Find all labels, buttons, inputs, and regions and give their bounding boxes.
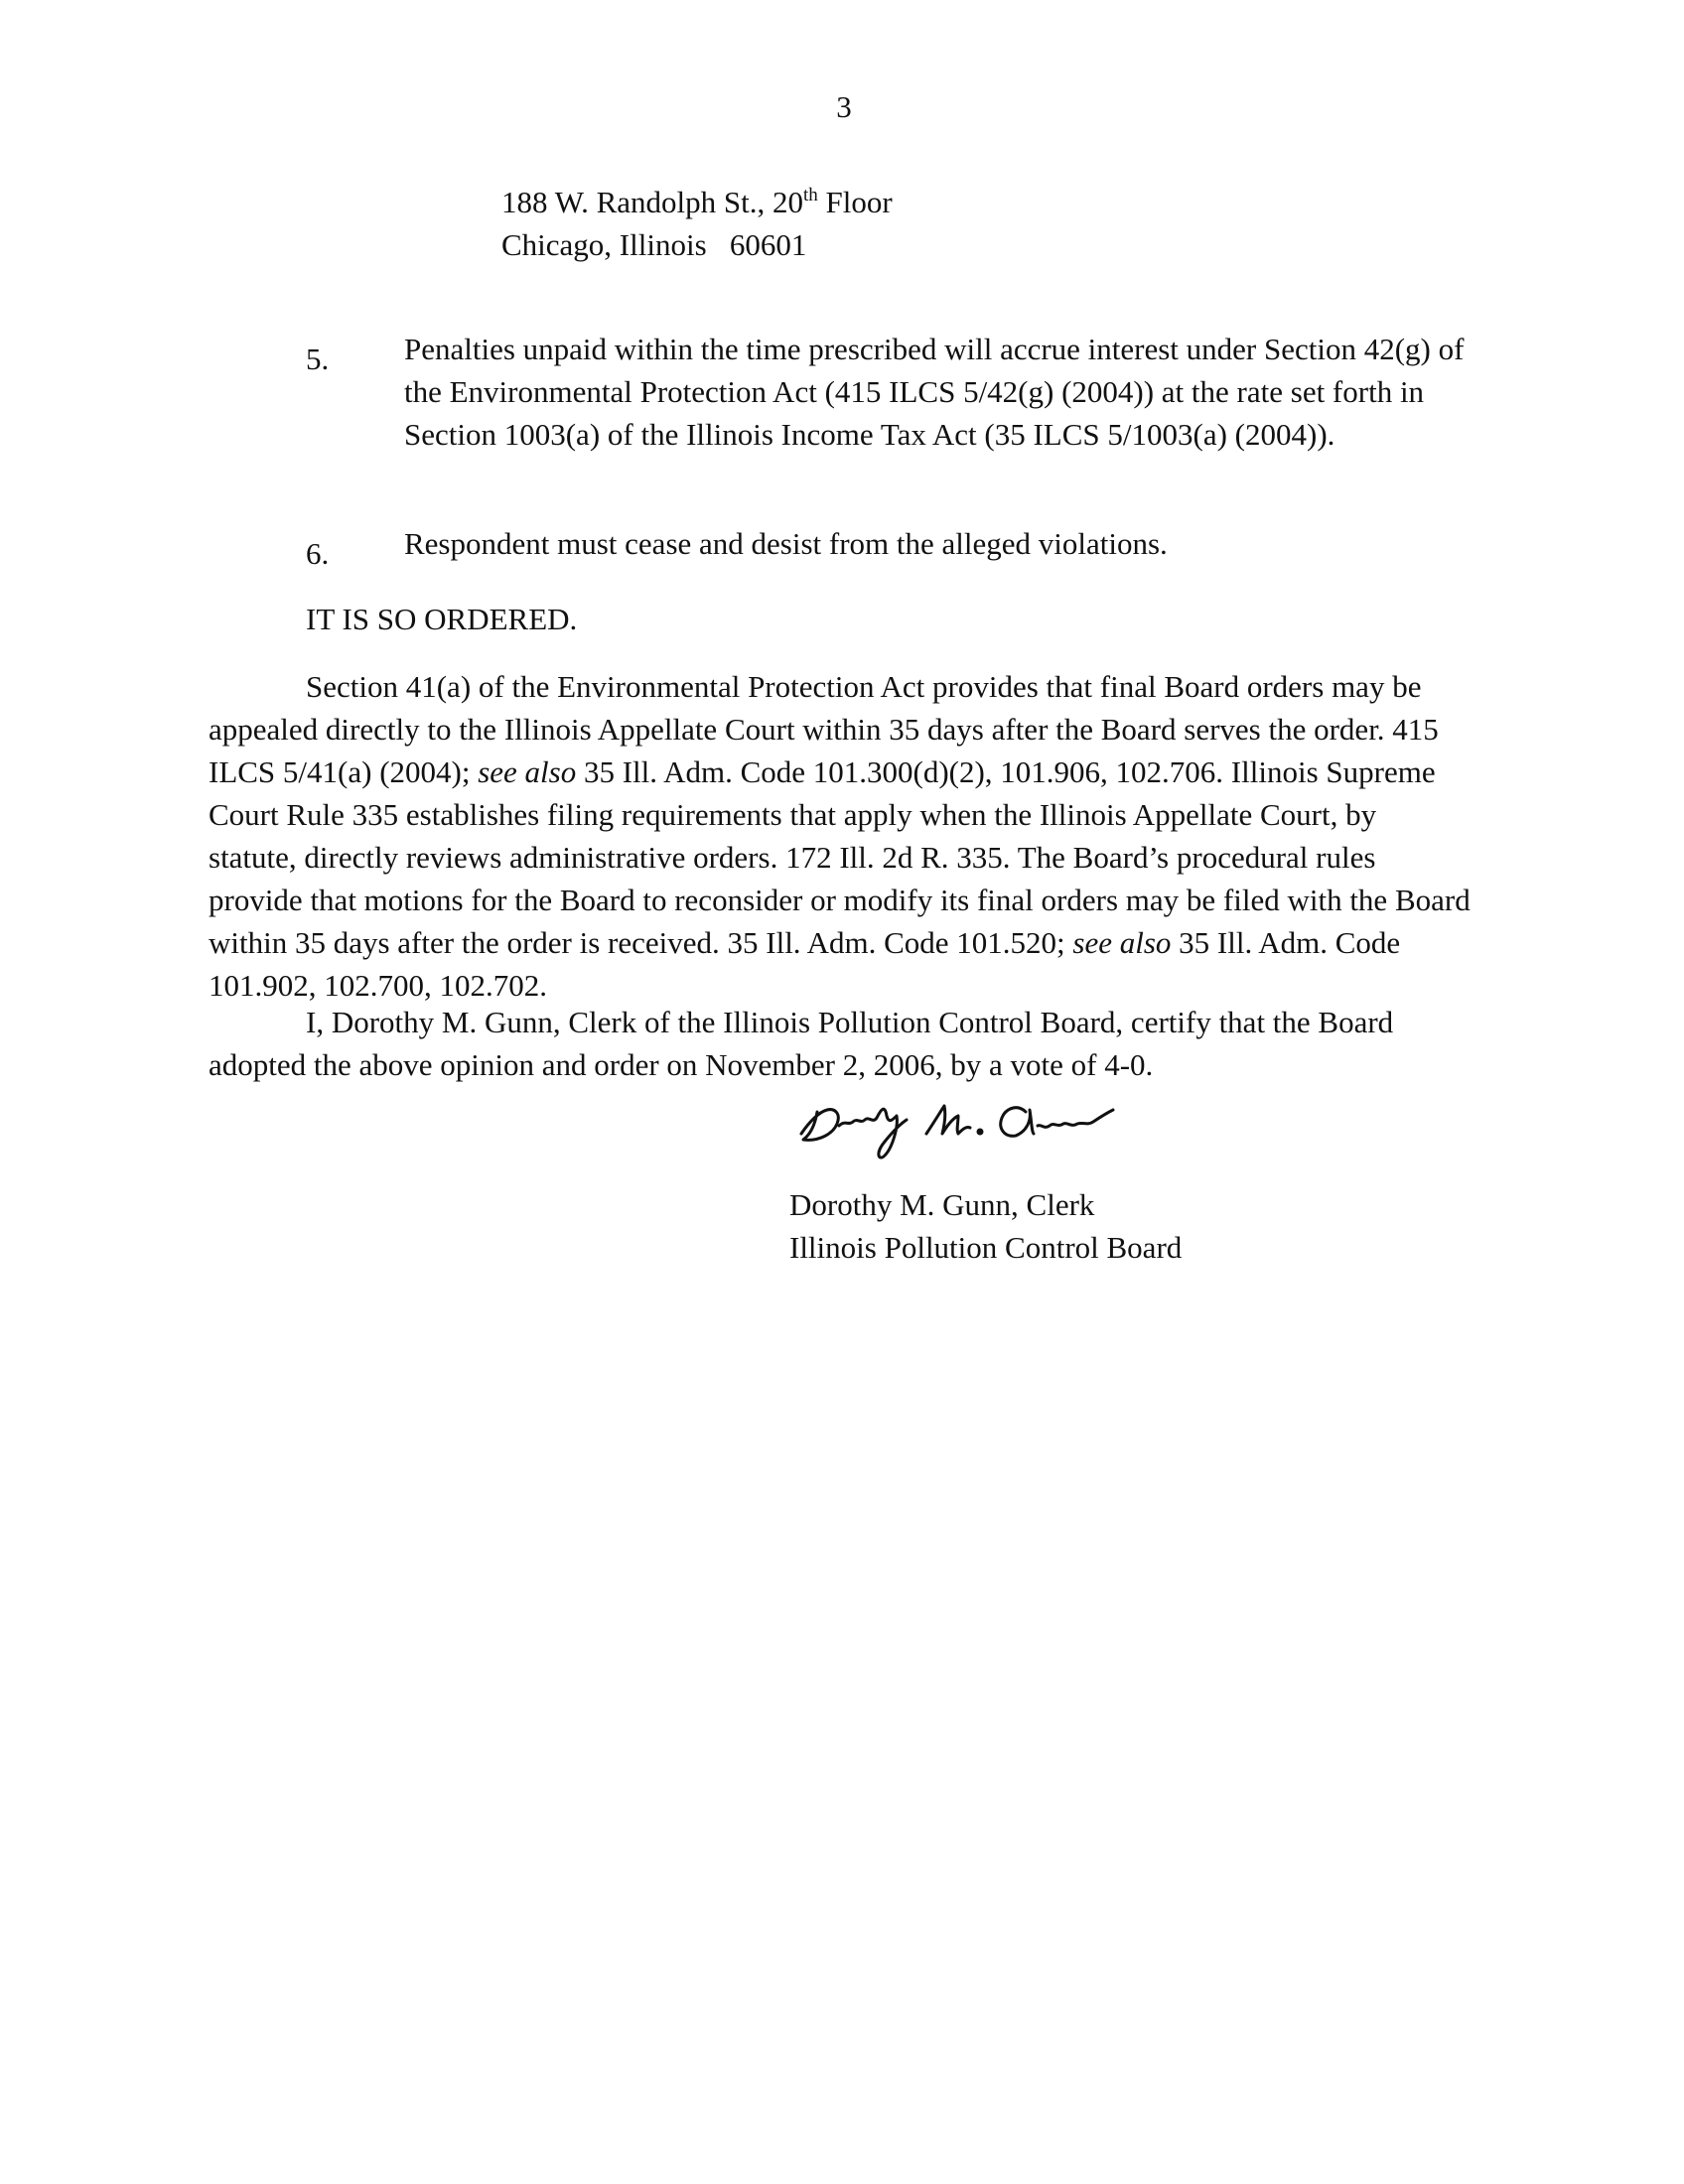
certification-paragraph: I, Dorothy M. Gunn, Clerk of the Illinois Pollution Control Board, certify that the Board adopted the above opinion and order on November 2, 2006, by a vote of 4-0.	[209, 1005, 1394, 1082]
appeal-paragraph	[209, 665, 1472, 1007]
signer-block	[789, 1183, 1182, 1269]
numbered-item-6	[306, 522, 1468, 571]
item-number: 5.	[306, 341, 330, 376]
address-line-2: Chicago, Illinois 60601	[501, 227, 807, 262]
address-block	[501, 181, 893, 266]
appeal-italic-1: see also	[478, 754, 577, 789]
signer-name: Dorothy M. Gunn, Clerk	[789, 1187, 1095, 1222]
so-ordered-line: IT IS SO ORDERED.	[306, 602, 578, 636]
signer-organization: Illinois Pollution Control Board	[789, 1230, 1183, 1265]
page-number: 3	[836, 89, 852, 124]
item-number: 6.	[306, 536, 330, 571]
item-text: Penalties unpaid within the time prescribed will accrue interest under Section 42(g) of the Environmental Protection Act (415 ILCS 5/42(g) (2004)) at the rate set forth in Section 1003(a) of the Illinois Income Tax Act (35 ILCS 5/1003(a) (2004)).	[404, 332, 1465, 452]
address-floor: Floor	[817, 185, 893, 219]
appeal-italic-2: see also	[1072, 925, 1172, 960]
numbered-item-5	[306, 328, 1468, 456]
address-street: 188 W. Randolph St., 20	[501, 185, 804, 219]
address-line-1	[501, 181, 893, 223]
appeal-text-1: Section 41(a) of the Environmental Protection Act provides that final Board orders may be appealed directly to the Illinois Appellate Court within 35 days after the Board serves the order. 415 ILCS 5/41(a) (2004);	[209, 669, 1439, 789]
item-text: Respondent must cease and desist from the alleged violations.	[404, 526, 1168, 561]
appeal-text-2: 35 Ill. Adm. Code 101.300(d)(2), 101.906, 102.706. Illinois Supreme Court Rule 335 establishes filing requirements that apply when the Illinois Appellate Court, by statute, directly reviews administrative orders. 172 Ill. 2d R. 335. The Board’s procedural rules provide that motions for the Board to reconsider or modify its final orders may be filed with the Board within 35 days after the order is received. 35 Ill. Adm. Code 101.520;	[209, 754, 1471, 960]
appeal-text-3: 35 Ill. Adm. Code 101.902, 102.700, 102.702.	[209, 925, 1401, 1003]
handwritten-signature	[789, 1082, 1167, 1191]
address-ordinal-suffix: th	[803, 185, 818, 205]
